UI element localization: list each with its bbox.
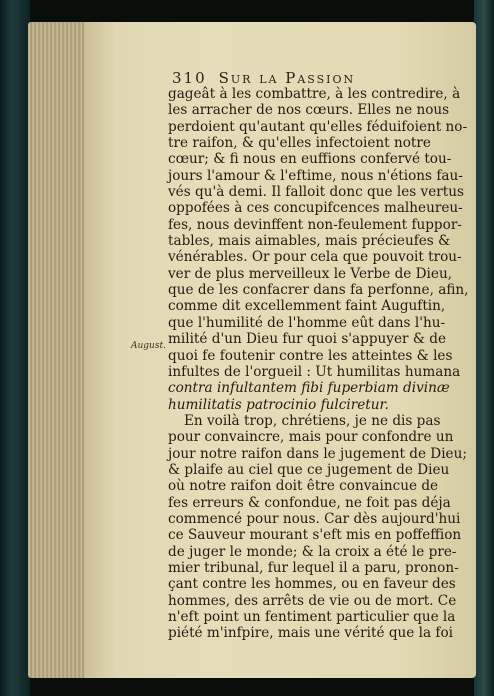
text-line: jour notre raifon dans le jugement de Dieu; — [168, 445, 467, 462]
text-line: oppofées à ces concupifcences malheureu- — [168, 200, 463, 217]
text-line: où notre raifon doit être convaincue de — [168, 478, 439, 495]
text-line: gageât à les combattre, à les contredire, à — [168, 86, 461, 102]
text-line: çant contre les hommes, ou en faveur des — [168, 576, 456, 593]
text-line: fes erreurs & confondue, ne foit pas déja — [168, 494, 451, 511]
text-line: de juger le monde; & la croix a été le pre- — [168, 543, 457, 560]
text-line: infultes de l'orgueil : Ut humilitas humana — [168, 363, 461, 380]
text-line: vénérables. Or pour cela que pouvoit trou- — [168, 249, 462, 266]
text-line: tables, mais aimables, mais précieufes & — [168, 233, 451, 250]
text-line: que l'humilité de l'homme eût dans l'hu- — [168, 314, 446, 331]
page-edges — [28, 22, 86, 678]
text-line: jours l'amour & l'eftime, nous n'étions fau- — [168, 167, 463, 184]
book-cover-left — [0, 0, 30, 696]
running-header — [172, 69, 452, 87]
text-line: hommes, des arrêts de vie ou de mort. Ce — [168, 592, 457, 609]
text-line: commencé pour nous. Car dès aujourd'hui — [168, 510, 461, 527]
body-text — [168, 86, 469, 642]
text-line: En voilà trop, chrétiens, je ne dis pas — [184, 412, 441, 429]
text-line: comme dit excellemment faint Auguftin, — [168, 298, 446, 315]
text-line: milité d'un Dieu fur quoi s'appuyer & de — [168, 331, 447, 348]
text-line: n'eft point un fentiment particulier que la — [168, 609, 456, 625]
page-number: 310 — [172, 69, 207, 87]
text-line: perdoient qu'autant qu'elles féduifoient no- — [168, 118, 468, 135]
text-line: les arracher de nos cœurs. Elles ne nous — [168, 102, 450, 119]
book-cover-right — [474, 0, 494, 696]
latin-quote-line: contra infultantem fibi fuperbiam divinæ — [168, 380, 450, 397]
text-line: piété m'infpire, mais une vérité que la foi — [168, 625, 453, 642]
text-line: & plaife au ciel que ce jugement de Dieu — [168, 461, 450, 478]
text-line: cœur; & fi nous en euffions confervé tou- — [168, 151, 452, 168]
text-line: tre raifon, & qu'elles infectoient notre — [168, 135, 431, 152]
text-line: pour convaincre, mais pour confondre un — [168, 429, 454, 446]
text-line: ce Sauveur mourant s'eft mis en poffeffion — [168, 527, 462, 544]
latin-quote-line: humilitatis patrocinio fulciretur. — [168, 396, 389, 413]
text-line: mier tribunal, fur lequel il a paru, pronon- — [168, 559, 459, 576]
margin-note: August. — [131, 341, 166, 351]
text-line: ver de plus merveilleux le Verbe de Dieu, — [168, 265, 453, 282]
text-line: fes, nous devinffent non-feulement fuppor- — [168, 216, 462, 233]
text-line: quoi fe foutenir contre les atteintes & les — [168, 347, 453, 364]
running-title: Sur la Passion — [218, 69, 356, 87]
text-line: vés qu'à demi. Il falloit donc que les vertus — [168, 184, 464, 201]
text-line: que de les confacrer dans fa perfonne, afin, — [168, 282, 469, 299]
